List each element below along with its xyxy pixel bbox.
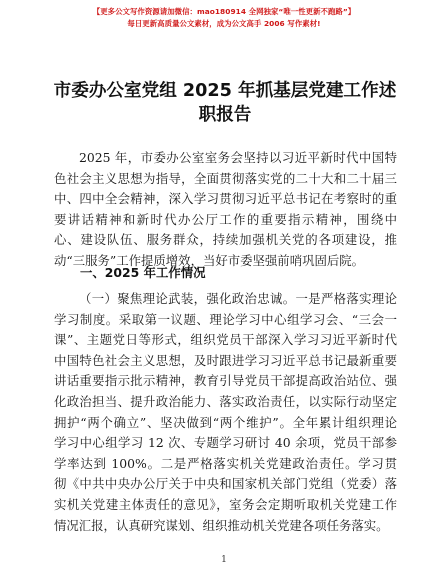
intro-line: 动“三服务”工作提质增效，当好市委坚强前哨巩固后院。 xyxy=(54,252,365,268)
promo-banner xyxy=(0,6,448,30)
promo-banner-line-1: 【更多公文写作资源请加微信：mao180914 全网独家“唯一性更新不跑路”】 xyxy=(92,7,356,16)
intro-line: 中、四中全会精神，深入学习贯彻习近平总书记在考察时的重 xyxy=(54,191,397,207)
section-heading: 一、2025 年工作情况 xyxy=(80,265,206,280)
section-line: 情况汇报，认真研究谋划、组织推动机关党建各项任务落实。 xyxy=(54,517,389,533)
intro-line: 2025 年，市委办公室室务会坚持以习近平新时代中国特 xyxy=(79,150,397,165)
section-line: 拥护“两个确立”、坚决做到“两个维护”。全年累计组织理论 xyxy=(54,414,397,430)
section-line: 实机关党建主体责任的意见》，室务会定期听取机关党建工作 xyxy=(54,496,397,512)
section-line: 中国特色社会主义思想，及时跟进学习习近平总书记最新重要 xyxy=(54,352,397,368)
section-line: （一）聚焦理论武装，强化政治忠诚。一是严格落实理论 xyxy=(79,291,397,306)
intro-paragraph xyxy=(54,148,397,272)
intro-line: 要讲话精神和新时代办公厅工作的重要指示精神，围绕中 xyxy=(54,211,397,227)
section-line: 彻《中共中央办公厅关于中央和国家机关部门党组（党委）落 xyxy=(54,476,397,492)
document-title: 市委办公室党组 2025 年抓基层党建工作述职报告 xyxy=(53,81,397,125)
promo-banner-line-2: 每日更新高质量公文素材，成为公文高手 2006 写作素材! xyxy=(127,19,321,28)
intro-line: 色社会主义思想为指导，全面贯彻落实党的二十大和二十届三 xyxy=(54,170,397,186)
page-number: 1 xyxy=(221,555,227,565)
section-paragraph xyxy=(54,289,397,536)
section-line: 学率达到 100%。二是严格落实机关党建政治责任。学习贯 xyxy=(54,455,397,471)
section-line: 学习制度。采取第一议题、理论学习中心组学习会、“三会一 xyxy=(54,311,397,327)
section-line: 化政治担当、提升政治能力、落实政治责任，以实际行动坚定 xyxy=(54,393,397,409)
section-line: 讲话重要指示批示精神，教育引导党员干部提高政治站位、强 xyxy=(54,373,397,389)
intro-line: 心、建设队伍、服务群众，持续加强机关党的各项建设，推 xyxy=(54,232,397,248)
section-line: 课”、主题党日等形式，组织党员干部深入学习习近平新时代 xyxy=(54,332,397,348)
section-line: 学习中心组学习 12 次、专题学习研讨 40 余项，党员干部参 xyxy=(54,435,397,451)
